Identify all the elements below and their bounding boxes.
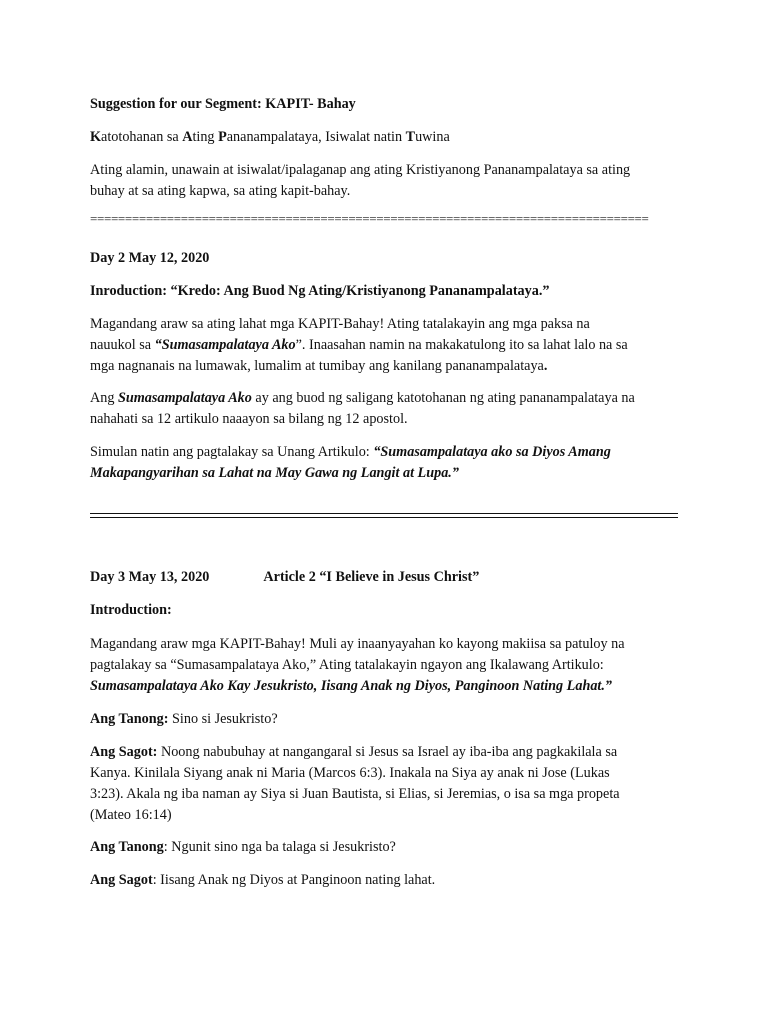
answer-1	[90, 742, 690, 826]
day2-p2-line-1: ay ang buod ng saligang katotohanan ng ating pananampalataya na	[251, 390, 635, 406]
title-initial-t: T	[405, 129, 416, 145]
title-initial-k: K	[90, 129, 102, 145]
question-1	[90, 709, 690, 730]
day2-date: Day 2 May 12, 2020	[90, 250, 210, 266]
day2-p2-start: Ang	[90, 390, 118, 406]
day3-article-title: Article 2 “I Believe in Jesus Christ”	[263, 569, 480, 585]
question-2-label: Ang Tanong	[90, 839, 164, 855]
day2-p1-line-1: Magandang araw sa ating lahat mga KAPIT-Bahay! Ating tatalakayin ang mga paksa na	[90, 316, 590, 332]
day2-p1-line-3: mga nagnanais na lumawak, lumalim at tumibay ang kanilang pananampalataya	[90, 358, 544, 374]
answer-1-line-4: (Mateo 16:14)	[90, 807, 172, 823]
segment-intro	[90, 160, 690, 202]
separator-line: ================================================================================	[90, 213, 649, 225]
answer-1-line-3: 3:23). Akala ng iba naman ay Siya si Juan Bautista, si Elias, si Jeremias, o isa sa mga propeta	[90, 786, 620, 802]
answer-1-label: Ang Sagot:	[90, 744, 158, 760]
title-text-3: ananampalataya, Isiwalat natin	[226, 129, 406, 145]
title-text-4: uwina	[415, 129, 450, 145]
day2-p3-line-2: Makapangyarihan sa Lahat na May Gawa ng Langit at Lupa.”	[90, 465, 459, 481]
day2-paragraph-3	[90, 442, 690, 484]
title-text-2: ting	[192, 129, 219, 145]
title-initial-a: A	[182, 129, 193, 145]
day3-intro-heading	[90, 600, 690, 621]
day2-intro-heading	[90, 281, 690, 302]
intro-line-1: Ating alamin, unawain at isiwalat/ipalaganap ang ating Kristiyanong Pananampalataya sa ating	[90, 162, 631, 178]
day3-paragraph-1	[90, 634, 690, 697]
question-1-label: Ang Tanong:	[90, 711, 169, 727]
title-text-1: atotohanan sa	[101, 129, 183, 145]
day3-p1-line-1: Magandang araw mga KAPIT-Bahay! Muli ay inaanyayahan ko kayong makiisa sa patuloy na	[90, 636, 625, 652]
day3-heading	[90, 567, 690, 588]
day3-intro-title: Introduction:	[90, 602, 172, 618]
day2-p3-emphasis: “Sumasampalataya ako sa Diyos Amang	[373, 444, 611, 460]
segment-title	[90, 127, 690, 148]
day3-date: Day 3 May 13, 2020	[90, 569, 210, 585]
day3-p1-emphasis: Sumasampalataya Ako Kay Jesukristo, Iisang Anak ng Diyos, Panginoon Nating Lahat.”	[90, 678, 613, 694]
question-2	[90, 837, 690, 858]
double-divider	[90, 513, 678, 518]
day3-p1-line-2: pagtalakay sa “Sumasampalataya Ako,” Ating tatalakayin ngayon ang Ikalawang Artikulo:	[90, 657, 604, 673]
intro-line-2: buhay at sa ating kapwa, sa ating kapit-bahay.	[90, 183, 351, 199]
title-initial-p: P	[218, 129, 227, 145]
day2-heading	[90, 248, 690, 269]
day2-p1-period: .	[543, 358, 548, 374]
day2-intro-title: Inroduction: “Kredo: Ang Buod Ng Ating/Kristiyanong Pananampalataya.”	[90, 283, 550, 299]
day2-p1-emphasis: “Sumasampalataya Ako	[154, 337, 296, 353]
answer-2-text: : Iisang Anak ng Diyos at Panginoon nating lahat.	[152, 872, 436, 888]
segment-heading	[90, 94, 690, 115]
answer-2-label: Ang Sagot	[90, 872, 153, 888]
day2-p1-line-2a: nauukol sa	[90, 337, 155, 353]
question-1-text: Sino si Jesukristo?	[168, 711, 278, 727]
answer-1-line-2: Kanya. Kinilala Siyang anak ni Maria (Marcos 6:3). Inakala na Siya ay anak ni Jose (Lukas	[90, 765, 610, 781]
answer-2	[90, 870, 690, 891]
question-2-text: : Ngunit sino nga ba talaga si Jesukristo?	[163, 839, 396, 855]
day2-p1-line-2c: ”. Inaasahan namin na makakatulong ito sa lahat lalo na sa	[295, 337, 628, 353]
day2-paragraph-1	[90, 314, 690, 377]
day2-p2-line-2: nahahati sa 12 artikulo naaayon sa bilang ng 12 apostol.	[90, 411, 408, 427]
answer-1-line-1: Noong nabubuhay at nangangaral si Jesus sa Israel ay iba-iba ang pagkakilala sa	[157, 744, 618, 760]
day2-paragraph-2	[90, 388, 690, 430]
segment-label: Suggestion for our Segment: KAPIT- Bahay	[90, 96, 356, 112]
day2-p3-start: Simulan natin ang pagtalakay sa Unang Artikulo:	[90, 444, 374, 460]
day2-p2-emphasis: Sumasampalataya Ako	[117, 390, 252, 406]
